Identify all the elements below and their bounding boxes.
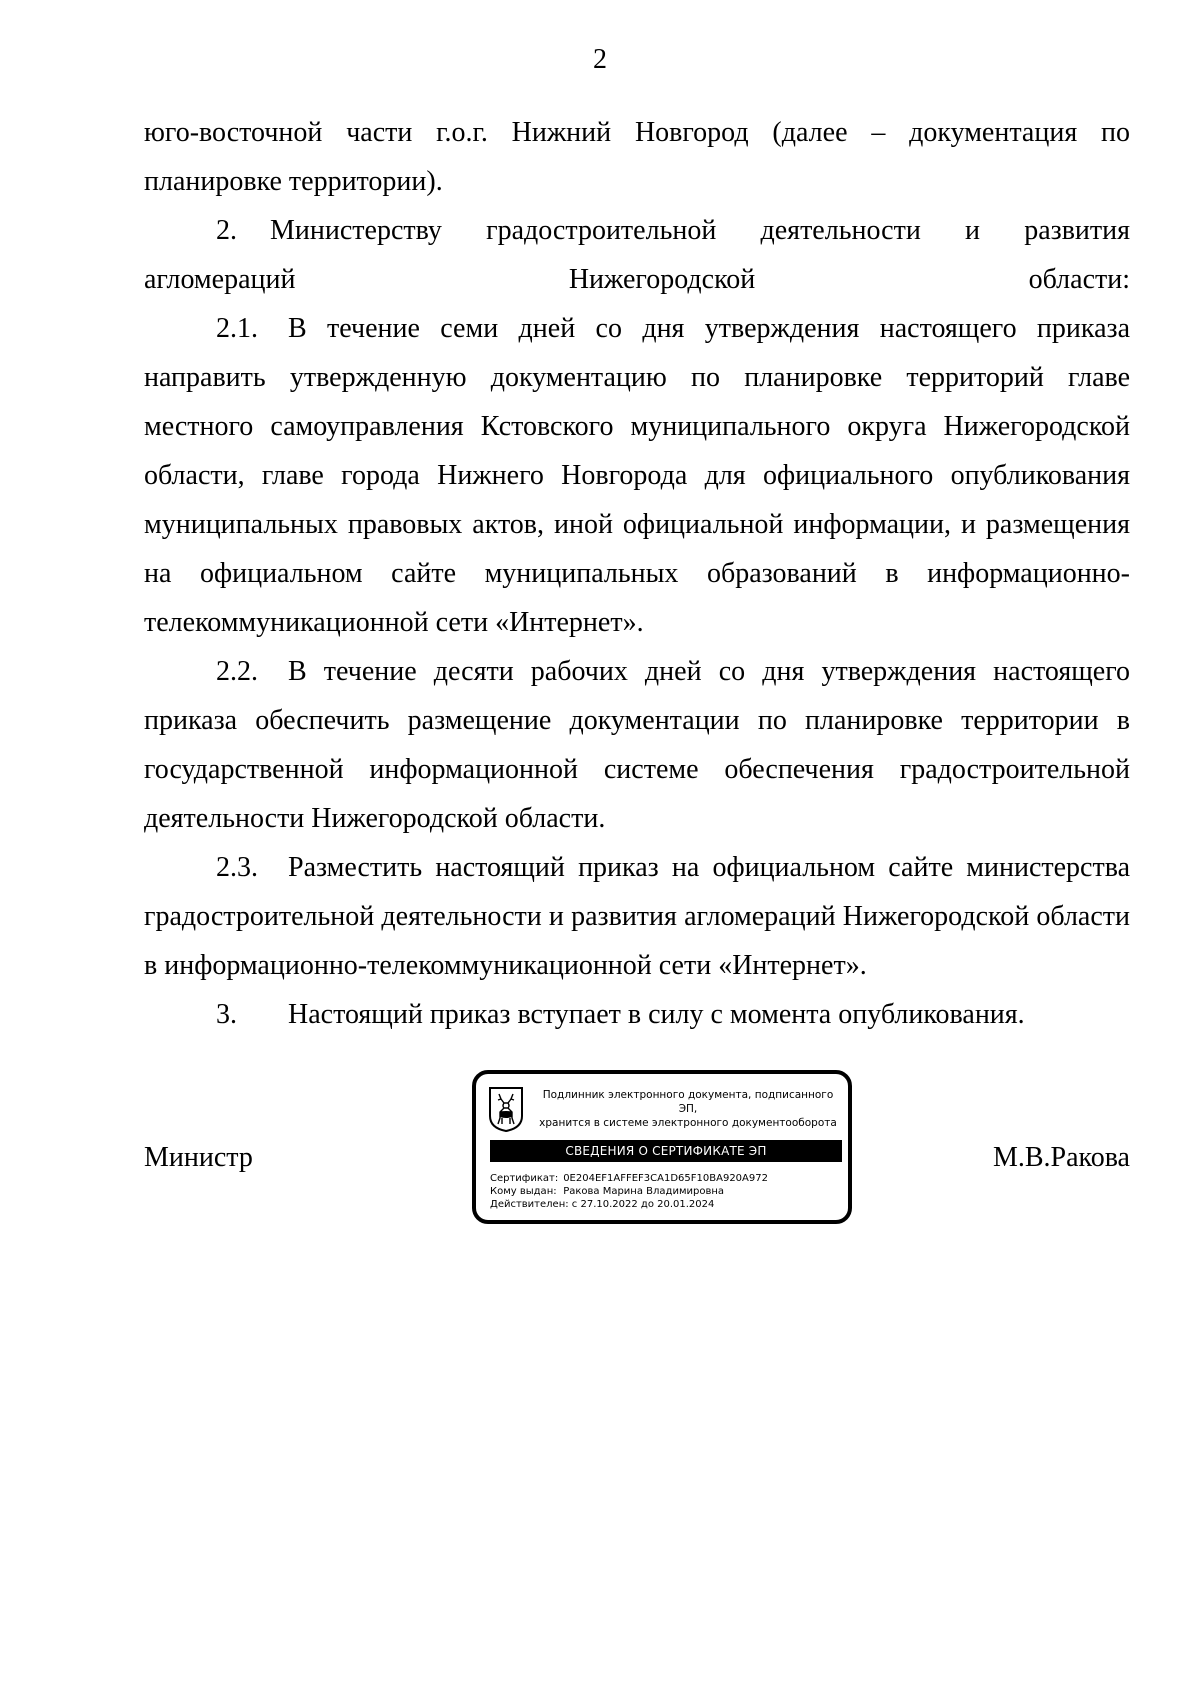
stamp-label: Сертификат:: [490, 1173, 559, 1184]
signatory-role: Министр: [144, 1142, 253, 1173]
page-number: 2: [593, 44, 607, 75]
document-body: [144, 108, 1130, 1039]
paragraph-continuation: юго-восточной части г.о.г. Нижний Новгород (далее – документация по планировке территории).: [144, 117, 1130, 197]
stamp-validity-row: [490, 1198, 842, 1211]
paragraph-item-2-3: [144, 843, 1130, 990]
electronic-signature-stamp: [472, 1070, 852, 1224]
stamp-value: 0E204EF1AFFEF3CA1D65F10BA920A972: [563, 1173, 768, 1184]
stamp-certificate-details: [490, 1172, 842, 1211]
item-text: Настоящий приказ вступает в силу с момента опубликования.: [288, 999, 1025, 1030]
signature-block: [144, 1068, 1130, 1218]
item-text: Министерству градостроительной деятельности и развития агломераций Нижегородской области:: [144, 215, 1130, 295]
stamp-certificate-row: [490, 1172, 842, 1185]
stamp-value: с 27.10.2022 до 20.01.2024: [571, 1199, 715, 1210]
paragraph-item-3: [144, 990, 1130, 1039]
stamp-header-line: Подлинник электронного документа, подписанного ЭП,: [542, 1089, 834, 1115]
nizhny-novgorod-deer-emblem-icon: [488, 1086, 524, 1132]
stamp-header: [532, 1088, 844, 1130]
paragraph-item-2-1: [144, 304, 1130, 647]
item-text: В течение семи дней со дня утверждения настоящего приказа направить утвержденную документацию по планировке территорий главе местного самоуправления Кстовского муниципального округа Нижегородской области, главе города Нижнего Новгорода для официального опубликования муниципальных правовых актов, иной официальной информации, и размещения на официальном сайте муниципальных образований в информационно-телекоммуникационной сети «Интернет».: [144, 313, 1130, 638]
stamp-label: Действителен:: [490, 1199, 569, 1210]
item-number: 2.3.: [216, 852, 258, 883]
stamp-value: Ракова Марина Владимировна: [563, 1186, 725, 1197]
item-number: 2.: [216, 215, 237, 246]
paragraph-item-2: [144, 206, 1130, 304]
item-text: Разместить настоящий приказ на официальном сайте министерства градостроительной деятельности и развития агломераций Нижегородской области в информационно-телекоммуникационной сети «Интернет».: [144, 852, 1130, 981]
item-text: В течение десяти рабочих дней со дня утверждения настоящего приказа обеспечить размещение документации по планировке территории в государственной информационной системе обеспечения градостроительной деятельности Нижегородской области.: [144, 656, 1130, 834]
stamp-title-bar: СВЕДЕНИЯ О СЕРТИФИКАТЕ ЭП: [490, 1140, 842, 1162]
signatory-name: М.В.Ракова: [992, 1142, 1130, 1173]
stamp-issued-row: [490, 1185, 842, 1198]
stamp-label: Кому выдан:: [490, 1186, 557, 1197]
stamp-header-line: хранится в системе электронного документооборота: [539, 1117, 837, 1129]
item-number: 3.: [216, 999, 237, 1030]
item-number: 2.2.: [216, 656, 258, 687]
paragraph-item-2-2: [144, 647, 1130, 843]
item-number: 2.1.: [216, 313, 258, 344]
